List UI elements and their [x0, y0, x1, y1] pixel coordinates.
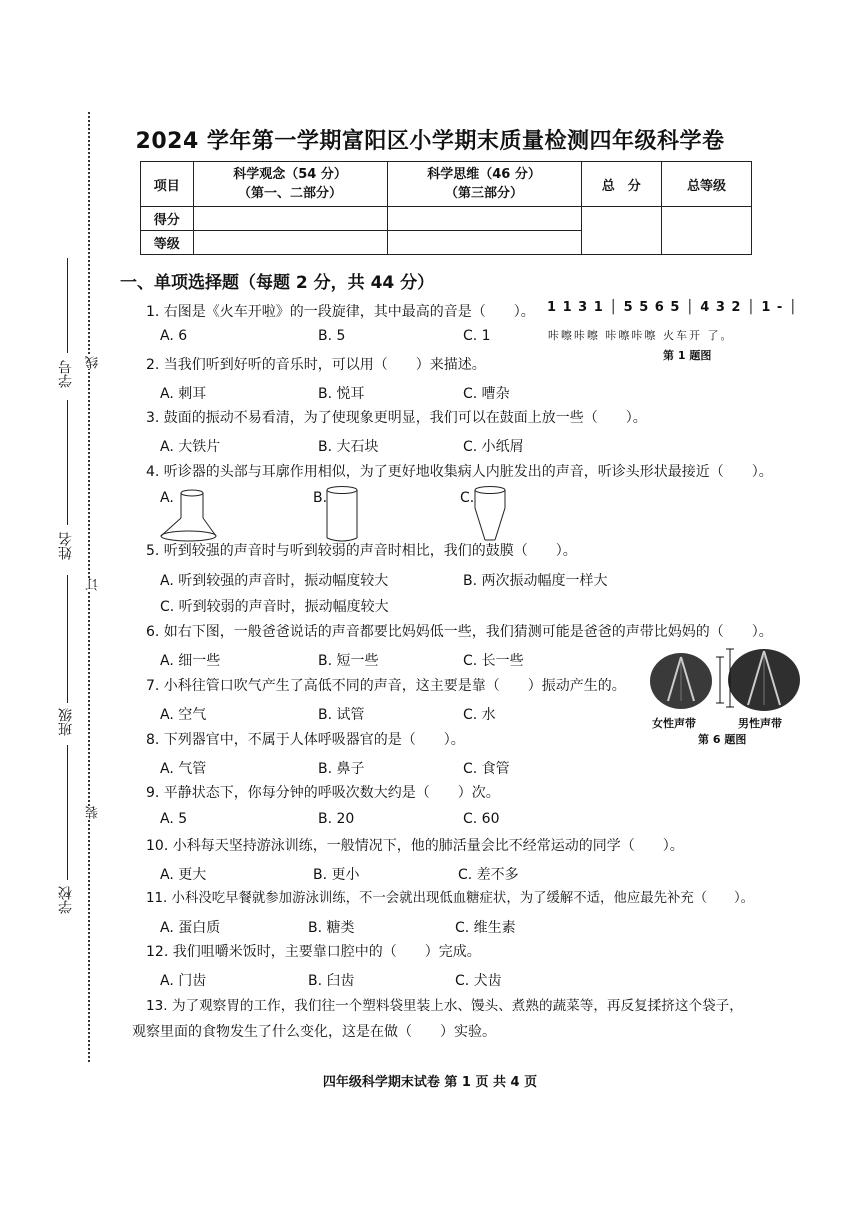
question-8-option-c[interactable]: C. 食管: [463, 761, 510, 777]
question-4-option-b[interactable]: B.: [313, 490, 328, 506]
question-2-stem: 2. 当我们听到好听的音乐时，可以用（ ）来描述。: [146, 357, 486, 373]
total-grade-cell[interactable]: [661, 207, 751, 255]
stethoscope-head-b-icon: [322, 484, 362, 544]
question-9-option-c[interactable]: C. 60: [463, 811, 500, 827]
question-5-option-a[interactable]: A. 听到较强的声音时，振动幅度较大: [160, 573, 389, 589]
question-7-option-a[interactable]: A. 空气: [160, 707, 207, 723]
concept-title: 科学观念（54 分）: [233, 167, 347, 182]
stethoscope-head-a-icon: [158, 486, 218, 544]
field-class-blank: [67, 575, 68, 703]
question-1-option-a[interactable]: A. 6: [160, 328, 188, 344]
thinking-grade-cell[interactable]: [387, 231, 581, 255]
question-11-option-c[interactable]: C. 维生素: [455, 920, 516, 936]
score-table-header-concept: [193, 162, 387, 207]
field-class-label: 班级: [58, 708, 74, 736]
question-12-option-b[interactable]: B. 臼齿: [308, 973, 355, 989]
grade-row-label: 等级: [141, 231, 194, 255]
question-5-option-b[interactable]: B. 两次振动幅度一样大: [463, 573, 608, 589]
vocal-cords-figure: [646, 643, 806, 713]
question-6-option-b[interactable]: B. 短一些: [318, 653, 379, 669]
field-name-blank: [67, 400, 68, 525]
page-title: 2024 学年第一学期富阳区小学期末质量检测四年级科学卷: [135, 129, 725, 154]
question-13-stem-cont: 观察里面的食物发生了什么变化，这是在做（ ）实验。: [132, 1024, 496, 1040]
question-12-option-c[interactable]: C. 犬齿: [455, 973, 502, 989]
question-10-option-c[interactable]: C. 差不多: [458, 867, 519, 883]
question-7-stem: 7. 小科往管口吹气产生了高低不同的声音，这主要是靠（ ）振动产生的。: [146, 678, 626, 694]
question-3-option-c[interactable]: C. 小纸屑: [463, 439, 524, 455]
thinking-score-cell[interactable]: [387, 207, 581, 231]
question-10-option-b[interactable]: B. 更小: [313, 867, 360, 883]
fig1-caption: 第 1 题图: [663, 349, 712, 362]
question-2-option-a[interactable]: A. 刺耳: [160, 386, 207, 402]
thinking-title: 科学思维（46 分）: [427, 167, 541, 182]
question-6-stem: 6. 如右下图，一般爸爸说话的声音都要比妈妈低一些，我们猜测可能是爸爸的声带比妈妈的（ ）。: [146, 624, 773, 640]
question-4-option-a[interactable]: A.: [160, 490, 174, 506]
binding-mark-line: 线: [86, 356, 101, 369]
concept-grade-cell[interactable]: [193, 231, 387, 255]
section-heading: 一、单项选择题（每题 2 分，共 44 分）: [120, 273, 435, 293]
question-8-option-a[interactable]: A. 气管: [160, 761, 207, 777]
question-6-option-a[interactable]: A. 细一些: [160, 653, 221, 669]
question-11-option-a[interactable]: A. 蛋白质: [160, 920, 221, 936]
field-name-label: 姓名: [58, 532, 74, 560]
total-score-cell[interactable]: [581, 207, 661, 255]
question-12-stem: 12. 我们咀嚼米饭时，主要靠口腔中的（ ）完成。: [146, 944, 481, 960]
score-table-header-total: 总 分: [581, 162, 661, 207]
question-6-option-c[interactable]: C. 长一些: [463, 653, 524, 669]
binding-mark-bind: 装: [86, 806, 101, 819]
question-1-option-b[interactable]: B. 5: [318, 328, 346, 344]
fig6-female-label: 女性声带: [652, 717, 696, 730]
question-7-option-b[interactable]: B. 试管: [318, 707, 365, 723]
score-table-header-grade: 总等级: [661, 162, 751, 207]
question-9-stem: 9. 平静状态下，你每分钟的呼吸次数大约是（ ）次。: [146, 785, 500, 801]
question-10-stem: 10. 小科每天坚持游泳训练，一般情况下，他的肺活量会比不经常运动的同学（ ）。: [146, 838, 684, 854]
concept-sub: （第一、二部分）: [238, 186, 343, 201]
field-student-id-label: 学号: [58, 360, 74, 388]
binding-mark-staple: 订: [86, 578, 101, 591]
concept-score-cell[interactable]: [193, 207, 387, 231]
question-10-option-a[interactable]: A. 更大: [160, 867, 207, 883]
stethoscope-head-c-icon: [470, 484, 510, 544]
score-table-header-item: 项目: [141, 162, 194, 207]
question-3-option-a[interactable]: A. 大铁片: [160, 439, 221, 455]
question-5-stem: 5. 听到较强的声音时与听到较弱的声音时相比，我们的鼓膜（ ）。: [146, 543, 577, 559]
music-lyrics: 咔嚓咔嚓 咔嚓咔嚓 火车开 了。: [548, 329, 734, 342]
question-2-option-c[interactable]: C. 嘈杂: [463, 386, 510, 402]
question-4-option-c[interactable]: C.: [460, 490, 475, 506]
question-8-option-b[interactable]: B. 鼻子: [318, 761, 365, 777]
score-row-label: 得分: [141, 207, 194, 231]
field-school-blank: [67, 745, 68, 880]
question-9-option-a[interactable]: A. 5: [160, 811, 188, 827]
question-8-stem: 8. 下列器官中，不属于人体呼吸器官的是（ ）。: [146, 732, 465, 748]
question-5-option-c[interactable]: C. 听到较弱的声音时，振动幅度较大: [160, 599, 389, 615]
fig6-caption: 第 6 题图: [698, 733, 747, 746]
score-table-header-thinking: [387, 162, 581, 207]
field-student-id-blank: [67, 258, 68, 353]
thinking-sub: （第三部分）: [445, 186, 524, 201]
question-11-stem: 11. 小科没吃早餐就参加游泳训练，不一会就出现低血糖症状，为了缓解不适，他应最先补充（ ）。: [146, 891, 755, 906]
question-11-option-b[interactable]: B. 糖类: [308, 920, 355, 936]
question-2-option-b[interactable]: B. 悦耳: [318, 386, 365, 402]
score-table: [140, 161, 752, 255]
question-7-option-c[interactable]: C. 水: [463, 707, 496, 723]
field-school-label: 学校: [58, 886, 74, 914]
music-notation: 1 1 3 1 │ 5 5 6 5 │ 4 3 2 │ 1 - │: [547, 300, 798, 315]
question-1-stem: 1. 右图是《火车开啦》的一段旋律，其中最高的音是（ ）。: [146, 304, 535, 320]
question-12-option-a[interactable]: A. 门齿: [160, 973, 207, 989]
question-1-option-c[interactable]: C. 1: [463, 328, 491, 344]
fig6-male-label: 男性声带: [738, 717, 782, 730]
question-3-option-b[interactable]: B. 大石块: [318, 439, 379, 455]
page-footer: 四年级科学期末试卷 第 1 页 共 4 页: [322, 1075, 538, 1090]
question-4-stem: 4. 听诊器的头部与耳廓作用相似，为了更好地收集病人内脏发出的声音，听诊头形状最接近（ ）。: [146, 464, 773, 480]
question-13-stem: 13. 为了观察胃的工作，我们往一个塑料袋里装上水、馒头、煮熟的蔬菜等，再反复揉挤这个袋子，: [146, 998, 743, 1014]
question-3-stem: 3. 鼓面的振动不易看清，为了使现象更明显，我们可以在鼓面上放一些（ ）。: [146, 410, 647, 426]
question-9-option-b[interactable]: B. 20: [318, 811, 355, 827]
